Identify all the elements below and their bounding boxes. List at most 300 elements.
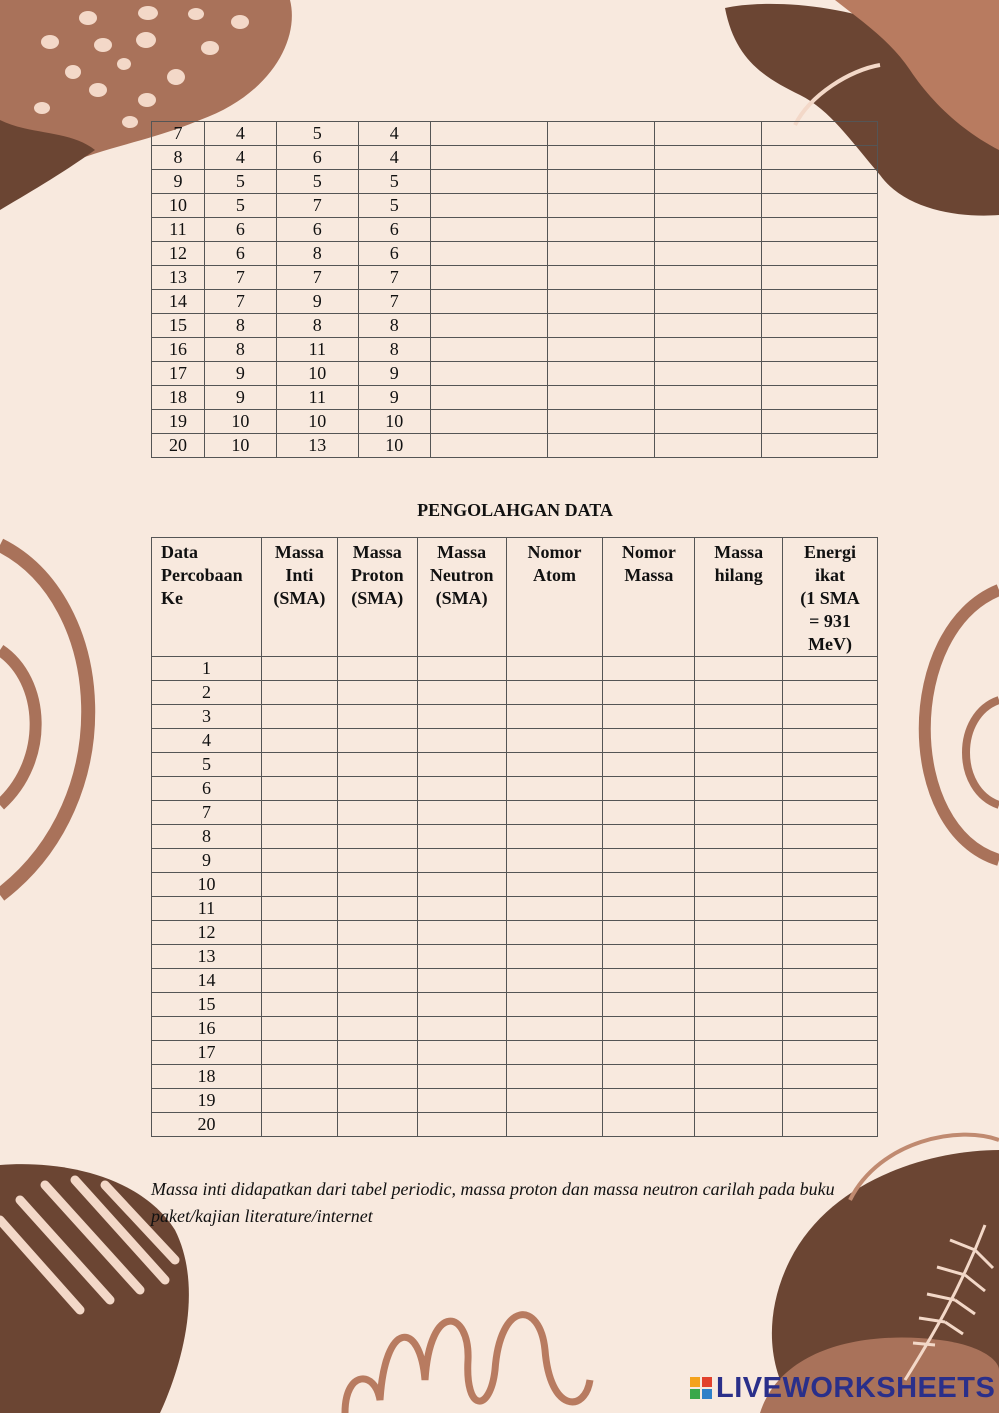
empty-answer-cell[interactable] (337, 1113, 417, 1137)
table-cell: 7 (358, 266, 430, 290)
header-line: Massa (274, 542, 324, 562)
empty-answer-cell[interactable] (548, 194, 655, 218)
empty-answer-cell[interactable] (417, 921, 506, 945)
row-number: 5 (152, 753, 262, 777)
table-row (152, 993, 878, 1017)
empty-answer-cell[interactable] (417, 777, 506, 801)
empty-answer-cell[interactable] (603, 969, 695, 993)
empty-answer-cell[interactable] (655, 170, 762, 194)
row-number: 10 (152, 873, 262, 897)
empty-answer-cell[interactable] (337, 681, 417, 705)
empty-answer-cell[interactable] (695, 993, 783, 1017)
empty-answer-cell[interactable] (430, 314, 548, 338)
empty-answer-cell[interactable] (783, 945, 878, 969)
table-cell: 8 (152, 146, 205, 170)
empty-answer-cell[interactable] (261, 681, 337, 705)
table-row (152, 705, 878, 729)
table-cell: 13 (276, 434, 358, 458)
table-cell: 5 (204, 194, 276, 218)
empty-answer-cell[interactable] (783, 1113, 878, 1137)
header-line: Nomor (527, 542, 582, 562)
table-row (152, 945, 878, 969)
empty-answer-cell[interactable] (695, 1113, 783, 1137)
empty-answer-cell[interactable] (695, 753, 783, 777)
table-row (152, 218, 878, 242)
header-line: Atom (533, 565, 577, 585)
table-header-row (152, 538, 878, 657)
table-cell: 7 (204, 266, 276, 290)
empty-answer-cell[interactable] (603, 945, 695, 969)
empty-answer-cell[interactable] (762, 362, 878, 386)
column-header (417, 538, 506, 657)
empty-answer-cell[interactable] (337, 993, 417, 1017)
table-row (152, 825, 878, 849)
column-header (152, 538, 262, 657)
empty-answer-cell[interactable] (783, 873, 878, 897)
empty-answer-cell[interactable] (603, 1065, 695, 1089)
table-cell: 8 (358, 338, 430, 362)
section-title: PENGOLAHGAN DATA (417, 500, 613, 520)
table-cell: 10 (358, 410, 430, 434)
empty-answer-cell[interactable] (417, 1017, 506, 1041)
table-cell: 8 (276, 242, 358, 266)
empty-answer-cell[interactable] (548, 386, 655, 410)
table-cell: 14 (152, 290, 205, 314)
empty-answer-cell[interactable] (762, 218, 878, 242)
logo-text: LIVEWORKSHEETS (716, 1372, 996, 1404)
empty-answer-cell[interactable] (417, 849, 506, 873)
empty-answer-cell[interactable] (603, 1113, 695, 1137)
empty-answer-cell[interactable] (603, 921, 695, 945)
empty-answer-cell[interactable] (655, 266, 762, 290)
empty-answer-cell[interactable] (417, 993, 506, 1017)
empty-answer-cell[interactable] (783, 681, 878, 705)
empty-answer-cell[interactable] (603, 777, 695, 801)
empty-answer-cell[interactable] (430, 242, 548, 266)
row-number: 2 (152, 681, 262, 705)
liveworksheets-logo (690, 1372, 995, 1405)
empty-answer-cell[interactable] (337, 897, 417, 921)
empty-answer-cell[interactable] (337, 1065, 417, 1089)
empty-answer-cell[interactable] (261, 825, 337, 849)
empty-answer-cell[interactable] (695, 1017, 783, 1041)
empty-answer-cell[interactable] (506, 729, 603, 753)
table-row (152, 801, 878, 825)
empty-answer-cell[interactable] (603, 1017, 695, 1041)
empty-answer-cell[interactable] (548, 434, 655, 458)
table-cell: 5 (358, 194, 430, 218)
empty-answer-cell[interactable] (695, 969, 783, 993)
empty-answer-cell[interactable] (783, 1041, 878, 1065)
empty-answer-cell[interactable] (417, 729, 506, 753)
empty-answer-cell[interactable] (762, 434, 878, 458)
processing-table (151, 537, 878, 1137)
table-cell: 6 (276, 218, 358, 242)
empty-answer-cell[interactable] (261, 873, 337, 897)
table-row (152, 1089, 878, 1113)
empty-answer-cell[interactable] (603, 993, 695, 1017)
empty-answer-cell[interactable] (655, 290, 762, 314)
empty-answer-cell[interactable] (695, 873, 783, 897)
table-cell: 9 (276, 290, 358, 314)
table-row (152, 753, 878, 777)
empty-answer-cell[interactable] (783, 969, 878, 993)
empty-answer-cell[interactable] (430, 122, 548, 146)
empty-answer-cell[interactable] (261, 753, 337, 777)
table-cell: 6 (276, 146, 358, 170)
empty-answer-cell[interactable] (430, 338, 548, 362)
empty-answer-cell[interactable] (417, 897, 506, 921)
empty-answer-cell[interactable] (603, 801, 695, 825)
empty-answer-cell[interactable] (783, 993, 878, 1017)
table-cell: 18 (152, 386, 205, 410)
empty-answer-cell[interactable] (783, 921, 878, 945)
empty-answer-cell[interactable] (506, 1089, 603, 1113)
empty-answer-cell[interactable] (337, 945, 417, 969)
table-cell: 7 (152, 122, 205, 146)
empty-answer-cell[interactable] (506, 945, 603, 969)
empty-answer-cell[interactable] (417, 801, 506, 825)
table-cell: 9 (204, 362, 276, 386)
header-line: (1 SMA (800, 588, 860, 608)
table-row (152, 242, 878, 266)
row-number: 13 (152, 945, 262, 969)
empty-answer-cell[interactable] (506, 1113, 603, 1137)
table-cell: 4 (358, 122, 430, 146)
table-row (152, 146, 878, 170)
empty-answer-cell[interactable] (783, 1065, 878, 1089)
row-number: 8 (152, 825, 262, 849)
empty-answer-cell[interactable] (783, 753, 878, 777)
empty-answer-cell[interactable] (655, 194, 762, 218)
liveworksheets-icon (690, 1377, 712, 1399)
empty-answer-cell[interactable] (261, 705, 337, 729)
empty-answer-cell[interactable] (695, 849, 783, 873)
empty-answer-cell[interactable] (261, 1065, 337, 1089)
empty-answer-cell[interactable] (695, 921, 783, 945)
empty-answer-cell[interactable] (695, 729, 783, 753)
empty-answer-cell[interactable] (417, 753, 506, 777)
empty-answer-cell[interactable] (548, 266, 655, 290)
empty-answer-cell[interactable] (417, 1113, 506, 1137)
empty-answer-cell[interactable] (783, 801, 878, 825)
empty-answer-cell[interactable] (548, 338, 655, 362)
empty-answer-cell[interactable] (548, 170, 655, 194)
empty-answer-cell[interactable] (695, 681, 783, 705)
row-number: 18 (152, 1065, 262, 1089)
empty-answer-cell[interactable] (430, 290, 548, 314)
table-row (152, 194, 878, 218)
empty-answer-cell[interactable] (417, 969, 506, 993)
empty-answer-cell[interactable] (506, 849, 603, 873)
empty-answer-cell[interactable] (261, 921, 337, 945)
empty-answer-cell[interactable] (695, 1065, 783, 1089)
empty-answer-cell[interactable] (695, 801, 783, 825)
empty-answer-cell[interactable] (337, 873, 417, 897)
empty-answer-cell[interactable] (655, 434, 762, 458)
column-header (261, 538, 337, 657)
empty-answer-cell[interactable] (261, 993, 337, 1017)
empty-answer-cell[interactable] (695, 825, 783, 849)
empty-answer-cell[interactable] (762, 410, 878, 434)
empty-answer-cell[interactable] (430, 218, 548, 242)
row-number: 14 (152, 969, 262, 993)
empty-answer-cell[interactable] (695, 945, 783, 969)
header-line: Data (161, 542, 198, 562)
table-cell: 10 (152, 194, 205, 218)
empty-answer-cell[interactable] (417, 945, 506, 969)
empty-answer-cell[interactable] (762, 170, 878, 194)
empty-answer-cell[interactable] (506, 657, 603, 681)
empty-answer-cell[interactable] (417, 705, 506, 729)
empty-answer-cell[interactable] (261, 897, 337, 921)
header-line: = 931 (809, 611, 851, 631)
empty-answer-cell[interactable] (695, 705, 783, 729)
table-cell: 11 (152, 218, 205, 242)
table-row (152, 897, 878, 921)
empty-answer-cell[interactable] (506, 1041, 603, 1065)
table-row (152, 873, 878, 897)
empty-answer-cell[interactable] (762, 194, 878, 218)
empty-answer-cell[interactable] (430, 434, 548, 458)
header-line: ikat (815, 565, 846, 585)
table-row (152, 386, 878, 410)
empty-answer-cell[interactable] (337, 777, 417, 801)
empty-answer-cell[interactable] (430, 170, 548, 194)
empty-answer-cell[interactable] (783, 825, 878, 849)
table-cell: 7 (204, 290, 276, 314)
table-cell: 9 (152, 170, 205, 194)
empty-answer-cell[interactable] (506, 921, 603, 945)
table-row (152, 969, 878, 993)
empty-answer-cell[interactable] (417, 1065, 506, 1089)
table-row (152, 122, 878, 146)
empty-answer-cell[interactable] (417, 1041, 506, 1065)
empty-answer-cell[interactable] (261, 1089, 337, 1113)
empty-answer-cell[interactable] (506, 1017, 603, 1041)
empty-answer-cell[interactable] (261, 729, 337, 753)
empty-answer-cell[interactable] (783, 1089, 878, 1113)
empty-answer-cell[interactable] (548, 410, 655, 434)
empty-answer-cell[interactable] (506, 873, 603, 897)
empty-answer-cell[interactable] (430, 362, 548, 386)
table-row (152, 338, 878, 362)
empty-answer-cell[interactable] (506, 753, 603, 777)
empty-answer-cell[interactable] (783, 729, 878, 753)
empty-answer-cell[interactable] (261, 945, 337, 969)
empty-answer-cell[interactable] (506, 969, 603, 993)
empty-answer-cell[interactable] (655, 218, 762, 242)
empty-answer-cell[interactable] (337, 1041, 417, 1065)
empty-answer-cell[interactable] (337, 825, 417, 849)
table-cell: 4 (358, 146, 430, 170)
table-row (152, 266, 878, 290)
empty-answer-cell[interactable] (337, 1017, 417, 1041)
row-number: 11 (152, 897, 262, 921)
empty-answer-cell[interactable] (695, 1041, 783, 1065)
row-number: 9 (152, 849, 262, 873)
data-table-top (151, 121, 878, 458)
column-header (783, 538, 878, 657)
header-line: (SMA) (351, 588, 404, 608)
table-row (152, 410, 878, 434)
column-header (695, 538, 783, 657)
empty-answer-cell[interactable] (337, 921, 417, 945)
header-line: Massa (624, 565, 674, 585)
empty-answer-cell[interactable] (762, 290, 878, 314)
empty-answer-cell[interactable] (337, 1089, 417, 1113)
empty-answer-cell[interactable] (783, 897, 878, 921)
header-line: Proton (350, 565, 404, 585)
table-row (152, 849, 878, 873)
empty-answer-cell[interactable] (430, 386, 548, 410)
empty-answer-cell[interactable] (762, 338, 878, 362)
empty-answer-cell[interactable] (506, 681, 603, 705)
empty-answer-cell[interactable] (430, 266, 548, 290)
empty-answer-cell[interactable] (337, 657, 417, 681)
header-line: Neutron (429, 565, 494, 585)
empty-answer-cell[interactable] (655, 362, 762, 386)
empty-answer-cell[interactable] (548, 242, 655, 266)
empty-answer-cell[interactable] (430, 410, 548, 434)
empty-answer-cell[interactable] (548, 122, 655, 146)
empty-answer-cell[interactable] (695, 1089, 783, 1113)
empty-answer-cell[interactable] (762, 146, 878, 170)
empty-answer-cell[interactable] (603, 753, 695, 777)
empty-answer-cell[interactable] (603, 729, 695, 753)
empty-answer-cell[interactable] (261, 969, 337, 993)
row-number: 15 (152, 993, 262, 1017)
empty-answer-cell[interactable] (655, 122, 762, 146)
table-cell: 7 (276, 194, 358, 218)
empty-answer-cell[interactable] (695, 897, 783, 921)
empty-answer-cell[interactable] (603, 873, 695, 897)
empty-answer-cell[interactable] (417, 873, 506, 897)
empty-answer-cell[interactable] (783, 777, 878, 801)
empty-answer-cell[interactable] (548, 314, 655, 338)
empty-answer-cell[interactable] (261, 657, 337, 681)
header-line: MeV) (808, 634, 853, 654)
empty-answer-cell[interactable] (548, 290, 655, 314)
empty-answer-cell[interactable] (603, 1041, 695, 1065)
empty-answer-cell[interactable] (337, 753, 417, 777)
empty-answer-cell[interactable] (261, 1017, 337, 1041)
table-cell: 10 (204, 410, 276, 434)
table-cell: 7 (276, 266, 358, 290)
empty-answer-cell[interactable] (261, 1113, 337, 1137)
table-cell: 12 (152, 242, 205, 266)
empty-answer-cell[interactable] (762, 266, 878, 290)
header-line: (SMA) (435, 588, 488, 608)
empty-answer-cell[interactable] (506, 897, 603, 921)
empty-answer-cell[interactable] (695, 657, 783, 681)
empty-answer-cell[interactable] (762, 122, 878, 146)
empty-answer-cell[interactable] (603, 657, 695, 681)
row-number: 3 (152, 705, 262, 729)
table-cell: 8 (358, 314, 430, 338)
empty-answer-cell[interactable] (603, 681, 695, 705)
empty-answer-cell[interactable] (261, 1041, 337, 1065)
table-row (152, 729, 878, 753)
table-cell: 8 (276, 314, 358, 338)
empty-answer-cell[interactable] (783, 1017, 878, 1041)
empty-answer-cell[interactable] (337, 705, 417, 729)
table-cell: 4 (204, 146, 276, 170)
table-row (152, 1041, 878, 1065)
empty-answer-cell[interactable] (506, 777, 603, 801)
empty-answer-cell[interactable] (603, 897, 695, 921)
table-cell: 11 (276, 338, 358, 362)
empty-answer-cell[interactable] (506, 705, 603, 729)
empty-answer-cell[interactable] (762, 386, 878, 410)
table-cell: 8 (204, 338, 276, 362)
header-line: Massa (714, 542, 764, 562)
header-line: hilang (714, 565, 763, 585)
empty-answer-cell[interactable] (548, 218, 655, 242)
empty-answer-cell[interactable] (337, 849, 417, 873)
empty-answer-cell[interactable] (603, 705, 695, 729)
empty-answer-cell[interactable] (548, 362, 655, 386)
table-row (152, 1065, 878, 1089)
table-row (152, 921, 878, 945)
empty-answer-cell[interactable] (417, 657, 506, 681)
empty-answer-cell[interactable] (783, 849, 878, 873)
empty-answer-cell[interactable] (603, 825, 695, 849)
row-number: 6 (152, 777, 262, 801)
empty-answer-cell[interactable] (261, 777, 337, 801)
empty-answer-cell[interactable] (762, 242, 878, 266)
table-cell: 9 (204, 386, 276, 410)
empty-answer-cell[interactable] (783, 705, 878, 729)
empty-answer-cell[interactable] (430, 194, 548, 218)
empty-answer-cell[interactable] (655, 242, 762, 266)
empty-answer-cell[interactable] (548, 146, 655, 170)
empty-answer-cell[interactable] (417, 825, 506, 849)
empty-answer-cell[interactable] (506, 1065, 603, 1089)
empty-answer-cell[interactable] (417, 1089, 506, 1113)
empty-answer-cell[interactable] (762, 314, 878, 338)
empty-answer-cell[interactable] (603, 849, 695, 873)
column-header (603, 538, 695, 657)
empty-answer-cell[interactable] (261, 801, 337, 825)
empty-answer-cell[interactable] (337, 801, 417, 825)
empty-answer-cell[interactable] (506, 825, 603, 849)
header-line: Massa (437, 542, 487, 562)
empty-answer-cell[interactable] (695, 777, 783, 801)
empty-answer-cell[interactable] (655, 338, 762, 362)
empty-answer-cell[interactable] (655, 146, 762, 170)
empty-answer-cell[interactable] (603, 1089, 695, 1113)
empty-answer-cell[interactable] (506, 801, 603, 825)
empty-answer-cell[interactable] (337, 969, 417, 993)
empty-answer-cell[interactable] (655, 386, 762, 410)
empty-answer-cell[interactable] (337, 729, 417, 753)
empty-answer-cell[interactable] (430, 146, 548, 170)
empty-answer-cell[interactable] (655, 410, 762, 434)
row-number: 16 (152, 1017, 262, 1041)
empty-answer-cell[interactable] (417, 681, 506, 705)
row-number: 1 (152, 657, 262, 681)
empty-answer-cell[interactable] (261, 849, 337, 873)
table-cell: 5 (276, 122, 358, 146)
empty-answer-cell[interactable] (655, 314, 762, 338)
instruction-note: Massa inti didapatkan dari tabel periodic, massa proton dan massa neutron carilah pada buku paket/kajian literature/internet (151, 1179, 835, 1226)
header-line: Nomor (621, 542, 676, 562)
table-cell: 5 (276, 170, 358, 194)
empty-answer-cell[interactable] (506, 993, 603, 1017)
table-cell: 10 (204, 434, 276, 458)
empty-answer-cell[interactable] (783, 657, 878, 681)
